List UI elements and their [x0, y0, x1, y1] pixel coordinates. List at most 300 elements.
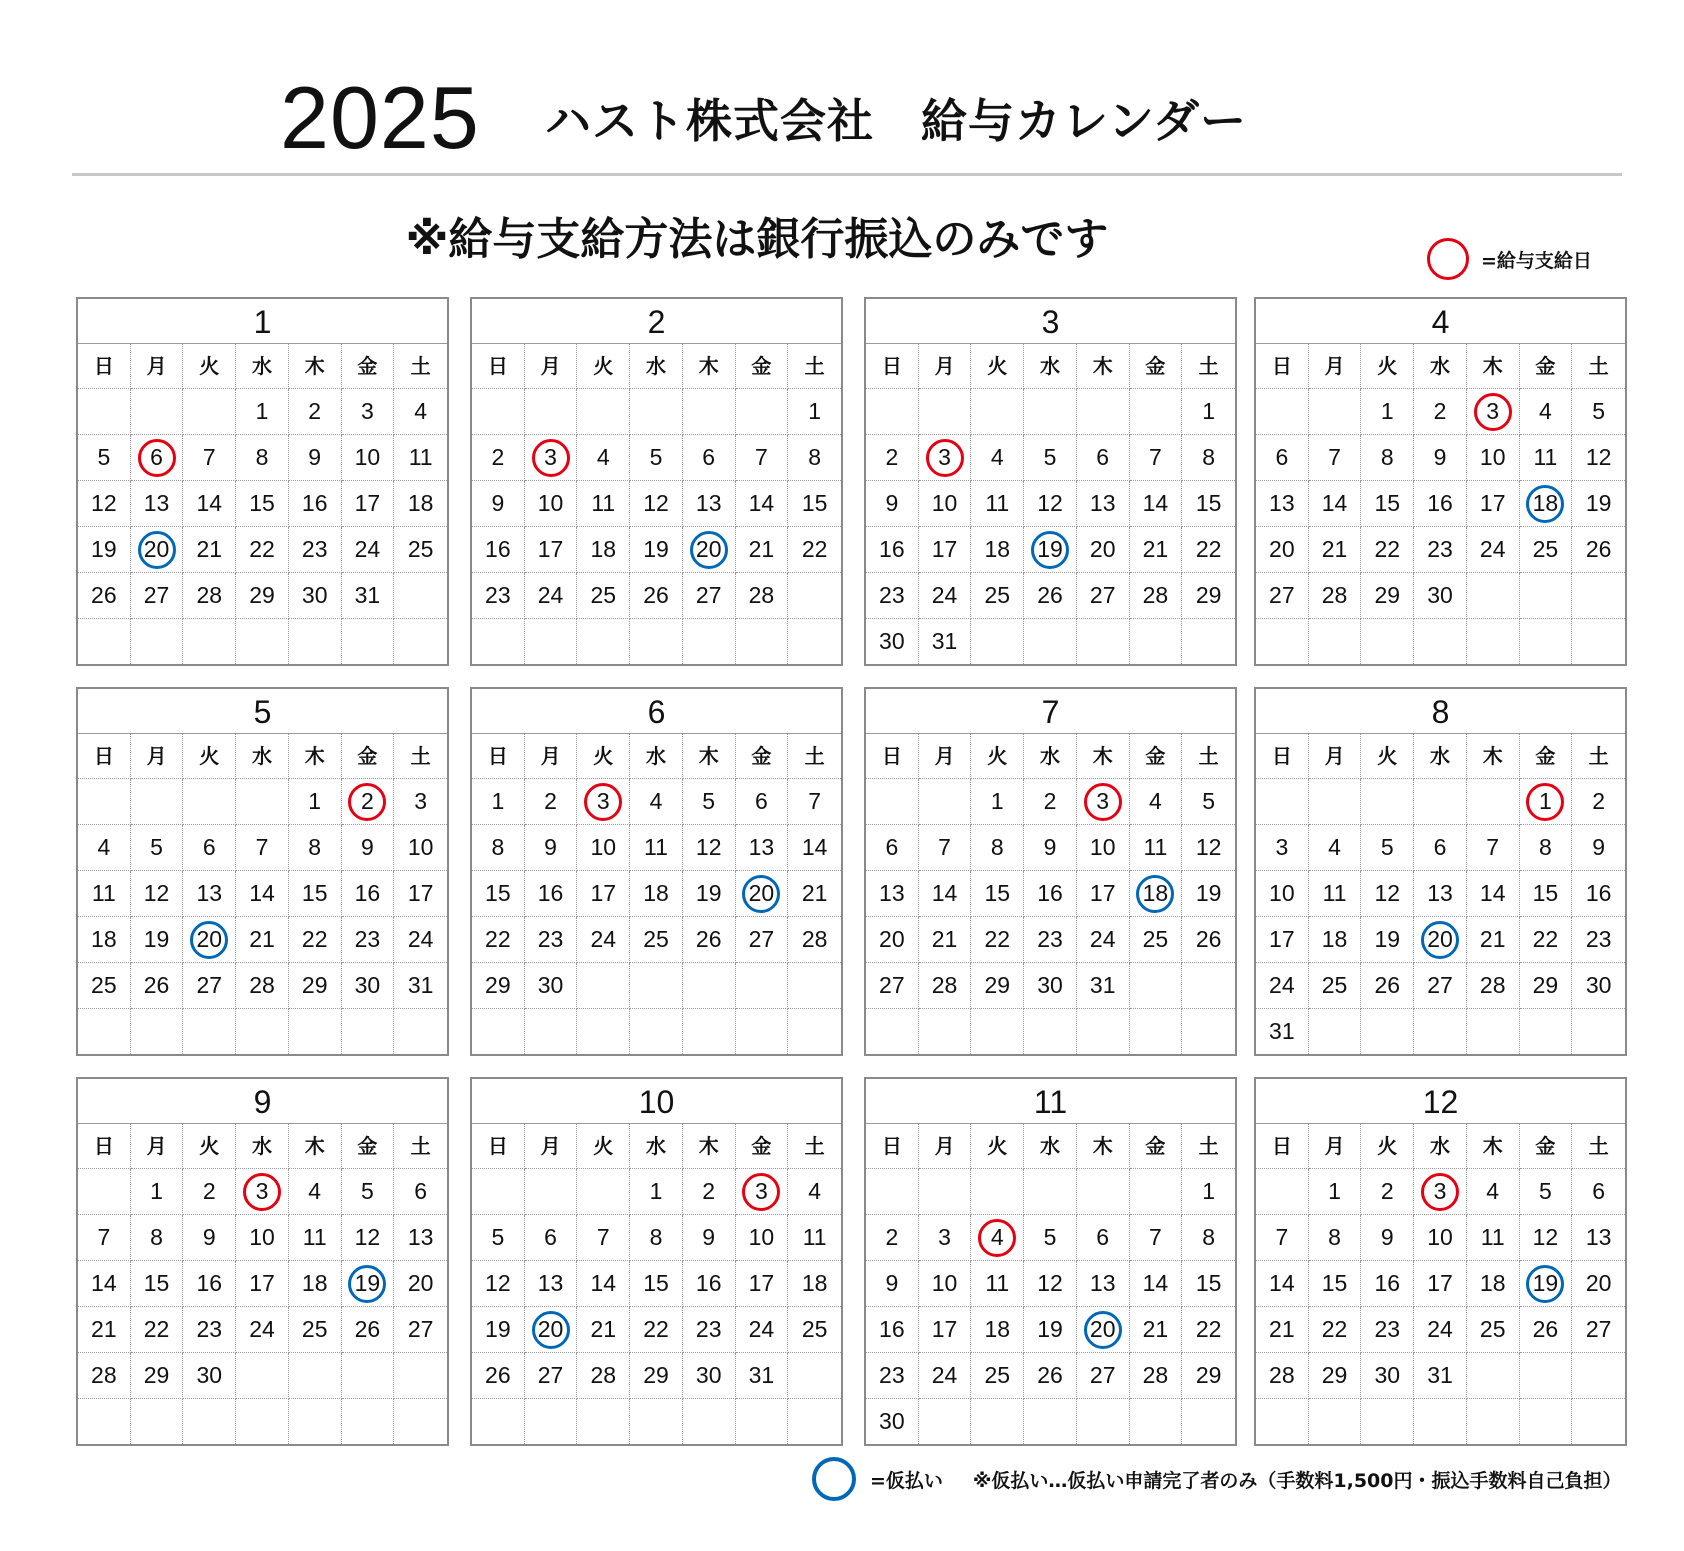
weekday-header: 火 — [971, 734, 1024, 779]
day-cell — [919, 1353, 972, 1399]
day-cell — [1256, 435, 1309, 481]
day-cell — [78, 573, 131, 619]
day-cell — [1520, 779, 1573, 825]
day-cell — [630, 1215, 683, 1261]
day-number: 16 — [1374, 1270, 1401, 1296]
empty-cell — [736, 389, 789, 435]
day-cell — [525, 1261, 578, 1307]
day-cell — [683, 1353, 736, 1399]
day-number: 28 — [91, 1362, 117, 1388]
day-cell — [131, 825, 184, 871]
day-number: 17 — [1089, 880, 1116, 906]
day-number: 5 — [1043, 444, 1057, 470]
empty-cell — [1467, 779, 1520, 825]
day-number: 13 — [1585, 1224, 1612, 1250]
day-number: 18 — [1479, 1270, 1506, 1296]
calendar-year: 2025 — [280, 68, 480, 167]
day-number: 14 — [801, 834, 828, 860]
day-cell — [1467, 917, 1520, 963]
day-cell — [394, 1307, 447, 1353]
day-cell — [577, 1261, 630, 1307]
day-number: 5 — [702, 788, 716, 814]
day-number: 23 — [1037, 926, 1063, 952]
empty-cell — [525, 1009, 578, 1054]
weekday-header: 金 — [1130, 734, 1183, 779]
day-cell — [1572, 389, 1625, 435]
day-cell — [788, 1307, 841, 1353]
day-number: 25 — [1479, 1316, 1506, 1342]
day-cell — [1361, 1307, 1414, 1353]
empty-cell — [78, 1399, 131, 1444]
empty-cell — [683, 1009, 736, 1054]
day-number: 8 — [150, 1224, 163, 1250]
day-cell — [1182, 1261, 1235, 1307]
day-cell — [577, 825, 630, 871]
day-cell — [630, 825, 683, 871]
day-cell — [1077, 1307, 1130, 1353]
empty-cell — [1130, 389, 1183, 435]
day-number: 11 — [91, 880, 116, 906]
day-cell — [289, 825, 342, 871]
day-cell — [971, 1353, 1024, 1399]
empty-cell — [1077, 1399, 1130, 1444]
day-cell — [1256, 481, 1309, 527]
weekday-header: 日 — [472, 734, 525, 779]
day-cell — [919, 963, 972, 1009]
day-cell — [78, 825, 131, 871]
day-number: 15 — [249, 490, 275, 516]
day-cell — [1130, 871, 1183, 917]
blue-circle-icon — [812, 1457, 856, 1501]
day-cell — [1467, 481, 1520, 527]
day-number: 19 — [1037, 536, 1063, 562]
month-grid — [472, 344, 841, 664]
day-number: 31 — [1269, 1018, 1295, 1044]
day-number: 17 — [931, 536, 958, 562]
empty-cell — [788, 1009, 841, 1054]
month-calendar — [470, 1077, 843, 1446]
day-cell — [1361, 1261, 1414, 1307]
day-cell — [1467, 1215, 1520, 1261]
calendar-title: ハスト株式会社 給与カレンダー — [545, 94, 1248, 148]
day-number: 12 — [354, 1224, 381, 1250]
day-number: 29 — [249, 582, 275, 608]
day-number: 16 — [301, 490, 328, 516]
day-number: 26 — [695, 926, 722, 952]
day-cell — [919, 871, 972, 917]
day-number: 27 — [1269, 582, 1295, 608]
day-number: 10 — [1269, 880, 1295, 906]
day-cell — [630, 1353, 683, 1399]
day-cell — [1467, 389, 1520, 435]
day-cell — [394, 435, 447, 481]
day-number: 22 — [249, 536, 275, 562]
day-number: 6 — [885, 834, 899, 860]
day-number: 8 — [990, 834, 1004, 860]
day-cell — [1572, 481, 1625, 527]
day-number: 24 — [748, 1316, 775, 1342]
empty-cell — [525, 389, 578, 435]
month-grid — [78, 734, 447, 1054]
day-number: 8 — [255, 444, 269, 470]
empty-cell — [472, 1009, 525, 1054]
day-number: 10 — [1479, 444, 1506, 470]
day-number: 11 — [1322, 880, 1347, 906]
weekday-header: 土 — [788, 734, 841, 779]
day-cell — [630, 481, 683, 527]
day-cell — [131, 871, 184, 917]
day-cell — [472, 573, 525, 619]
day-number: 15 — [1195, 1270, 1222, 1296]
day-cell — [1024, 871, 1077, 917]
day-cell — [342, 871, 395, 917]
day-number: 4 — [1149, 788, 1162, 814]
day-number: 14 — [931, 880, 958, 906]
day-cell — [1309, 825, 1362, 871]
payday-legend-label: =給与支給日 — [1481, 249, 1592, 272]
day-cell — [394, 527, 447, 573]
day-number: 15 — [1195, 490, 1222, 516]
day-number: 25 — [801, 1316, 828, 1342]
day-number: 2 — [1592, 788, 1606, 814]
day-cell — [1414, 389, 1467, 435]
day-cell — [736, 1169, 789, 1215]
day-cell — [1077, 779, 1130, 825]
day-number: 11 — [644, 834, 668, 860]
empty-cell — [788, 963, 841, 1009]
month-title: 5 — [78, 689, 447, 734]
day-number: 12 — [143, 880, 170, 906]
weekday-header: 水 — [630, 1124, 683, 1169]
day-cell — [342, 1261, 395, 1307]
day-cell — [472, 1353, 525, 1399]
empty-cell — [1572, 1009, 1625, 1054]
weekday-header: 土 — [394, 734, 447, 779]
day-cell — [971, 1215, 1024, 1261]
day-cell — [1077, 573, 1130, 619]
weekday-header: 水 — [1414, 1124, 1467, 1169]
day-cell — [683, 779, 736, 825]
day-cell — [1309, 1215, 1362, 1261]
day-cell — [1309, 1307, 1362, 1353]
day-cell — [971, 527, 1024, 573]
day-number: 19 — [91, 536, 117, 562]
month-title: 8 — [1256, 689, 1625, 734]
payday-legend — [1427, 238, 1592, 280]
day-number: 22 — [1532, 926, 1559, 952]
day-number: 27 — [196, 972, 223, 998]
empty-cell — [342, 1009, 395, 1054]
day-number: 5 — [1202, 788, 1216, 814]
weekday-header: 土 — [1572, 344, 1625, 389]
day-number: 9 — [308, 444, 322, 470]
day-cell — [1024, 963, 1077, 1009]
day-cell — [866, 1307, 919, 1353]
empty-cell — [183, 779, 236, 825]
day-cell — [736, 779, 789, 825]
day-number: 27 — [143, 582, 170, 608]
empty-cell — [1361, 1399, 1414, 1444]
day-cell — [1077, 435, 1130, 481]
day-cell — [1309, 527, 1362, 573]
day-cell — [866, 1399, 919, 1444]
day-number: 11 — [591, 490, 616, 516]
advance-legend-note: ※仮払い…仮払い申請完了者のみ（手数料1,500円・振込手数料自己負担） — [972, 1469, 1622, 1492]
weekday-header: 土 — [788, 344, 841, 389]
weekday-header: 日 — [78, 344, 131, 389]
day-number: 8 — [1328, 1224, 1341, 1250]
day-number: 15 — [485, 880, 511, 906]
day-number: 9 — [544, 834, 557, 860]
day-number: 6 — [544, 1224, 557, 1250]
day-cell — [866, 871, 919, 917]
day-number: 20 — [1089, 536, 1116, 562]
day-number: 28 — [801, 926, 828, 952]
day-number: 5 — [1380, 834, 1394, 860]
day-cell — [630, 527, 683, 573]
day-cell — [342, 825, 395, 871]
day-number: 9 — [1043, 834, 1057, 860]
empty-cell — [1414, 1009, 1467, 1054]
day-number: 29 — [1195, 1362, 1222, 1388]
day-cell — [1309, 1169, 1362, 1215]
day-number: 26 — [1037, 1362, 1063, 1388]
day-number: 3 — [755, 1178, 768, 1204]
day-number: 10 — [249, 1224, 275, 1250]
day-number: 4 — [990, 444, 1004, 470]
day-cell — [1182, 1353, 1235, 1399]
day-number: 18 — [407, 490, 434, 516]
empty-cell — [1182, 1399, 1235, 1444]
day-cell — [630, 435, 683, 481]
day-cell — [183, 963, 236, 1009]
day-cell — [394, 1215, 447, 1261]
weekday-header: 金 — [1520, 344, 1573, 389]
empty-cell — [1467, 619, 1520, 664]
day-cell — [788, 1169, 841, 1215]
day-cell — [394, 1261, 447, 1307]
empty-cell — [919, 1169, 972, 1215]
day-number: 23 — [1374, 1316, 1401, 1342]
day-number: 6 — [414, 1178, 428, 1204]
day-cell — [736, 481, 789, 527]
day-number: 11 — [985, 1270, 1010, 1296]
day-cell — [342, 1169, 395, 1215]
empty-cell — [683, 963, 736, 1009]
month-calendar — [470, 687, 843, 1056]
weekday-header: 水 — [630, 734, 683, 779]
day-cell — [183, 825, 236, 871]
day-number: 28 — [249, 972, 275, 998]
day-number: 7 — [1328, 444, 1341, 470]
day-number: 2 — [885, 444, 899, 470]
day-cell — [1077, 1261, 1130, 1307]
day-number: 30 — [1374, 1362, 1401, 1388]
empty-cell — [183, 1399, 236, 1444]
empty-cell — [1520, 1399, 1573, 1444]
day-number: 9 — [702, 1224, 716, 1250]
day-cell — [131, 1261, 184, 1307]
day-number: 14 — [748, 490, 775, 516]
day-cell — [289, 963, 342, 1009]
day-cell — [1467, 435, 1520, 481]
empty-cell — [131, 389, 184, 435]
day-cell — [1182, 389, 1235, 435]
day-cell — [1182, 1307, 1235, 1353]
day-cell — [472, 779, 525, 825]
day-cell — [236, 435, 289, 481]
day-cell — [342, 963, 395, 1009]
day-number: 29 — [643, 1362, 669, 1388]
empty-cell — [1130, 1399, 1183, 1444]
day-cell — [577, 527, 630, 573]
day-cell — [577, 1307, 630, 1353]
header — [0, 0, 1684, 170]
day-cell — [472, 1215, 525, 1261]
weekday-header: 木 — [1467, 1124, 1520, 1169]
day-number: 24 — [931, 582, 958, 608]
day-cell — [1256, 1009, 1309, 1054]
day-cell — [289, 779, 342, 825]
day-cell — [342, 527, 395, 573]
empty-cell — [78, 1169, 131, 1215]
day-number: 10 — [407, 834, 434, 860]
empty-cell — [1130, 963, 1183, 1009]
day-number: 30 — [1427, 582, 1453, 608]
day-cell — [236, 871, 289, 917]
weekday-header: 水 — [236, 344, 289, 389]
day-number: 26 — [1532, 1316, 1559, 1342]
weekday-header: 金 — [736, 734, 789, 779]
day-number: 25 — [301, 1316, 328, 1342]
day-number: 13 — [879, 880, 905, 906]
empty-cell — [1572, 1353, 1625, 1399]
day-number: 15 — [1321, 1270, 1348, 1296]
day-cell — [1467, 527, 1520, 573]
day-cell — [736, 825, 789, 871]
day-number: 13 — [407, 1224, 434, 1250]
day-number: 18 — [984, 1316, 1011, 1342]
weekday-header: 水 — [236, 734, 289, 779]
day-cell — [1572, 527, 1625, 573]
empty-cell — [1467, 1399, 1520, 1444]
weekday-header: 土 — [1572, 1124, 1625, 1169]
empty-cell — [577, 1399, 630, 1444]
day-cell — [1309, 963, 1362, 1009]
day-number: 3 — [361, 398, 374, 424]
day-cell — [1467, 963, 1520, 1009]
day-number: 12 — [485, 1270, 511, 1296]
empty-cell — [971, 1169, 1024, 1215]
day-cell — [788, 1215, 841, 1261]
day-number: 13 — [1089, 490, 1116, 516]
day-number: 7 — [1149, 1224, 1162, 1250]
day-cell — [736, 871, 789, 917]
day-cell — [289, 435, 342, 481]
day-number: 10 — [354, 444, 381, 470]
weekday-header: 金 — [342, 734, 395, 779]
day-cell — [1572, 1169, 1625, 1215]
day-number: 24 — [1269, 972, 1295, 998]
day-number: 1 — [1539, 788, 1552, 814]
day-cell — [1572, 1307, 1625, 1353]
day-number: 7 — [1486, 834, 1500, 860]
empty-cell — [736, 1399, 789, 1444]
empty-cell — [1256, 389, 1309, 435]
empty-cell — [1572, 619, 1625, 664]
day-number: 12 — [1037, 490, 1063, 516]
day-number: 11 — [985, 490, 1010, 516]
day-cell — [183, 1261, 236, 1307]
day-number: 1 — [1380, 398, 1394, 424]
day-number: 26 — [354, 1316, 381, 1342]
weekday-header: 木 — [683, 1124, 736, 1169]
day-cell — [394, 481, 447, 527]
day-cell — [131, 1353, 184, 1399]
empty-cell — [78, 619, 131, 664]
day-number: 2 — [1433, 398, 1447, 424]
day-number: 3 — [1096, 788, 1110, 814]
day-number: 2 — [1380, 1178, 1394, 1204]
empty-cell — [525, 1399, 578, 1444]
day-number: 7 — [808, 788, 822, 814]
month-calendar — [76, 1077, 449, 1446]
day-cell — [1182, 825, 1235, 871]
day-cell — [1309, 1261, 1362, 1307]
empty-cell — [183, 389, 236, 435]
day-cell — [289, 527, 342, 573]
month-grid — [1256, 344, 1625, 664]
weekday-header: 水 — [1414, 344, 1467, 389]
day-number: 15 — [801, 490, 828, 516]
empty-cell — [131, 1009, 184, 1054]
weekday-header: 金 — [1130, 344, 1183, 389]
empty-cell — [472, 389, 525, 435]
weekday-header: 日 — [1256, 344, 1309, 389]
weekday-header: 火 — [577, 734, 630, 779]
day-number: 29 — [1321, 1362, 1348, 1388]
day-number: 9 — [1433, 444, 1447, 470]
empty-cell — [1309, 619, 1362, 664]
weekday-header: 土 — [394, 1124, 447, 1169]
day-cell — [78, 435, 131, 481]
weekday-header: 日 — [866, 344, 919, 389]
day-cell — [1024, 481, 1077, 527]
day-cell — [394, 871, 447, 917]
day-cell — [183, 435, 236, 481]
day-cell — [866, 825, 919, 871]
empty-cell — [1130, 1009, 1183, 1054]
empty-cell — [1077, 1009, 1130, 1054]
day-cell — [971, 963, 1024, 1009]
weekday-header: 金 — [1130, 1124, 1183, 1169]
day-number: 20 — [748, 880, 775, 906]
day-number: 31 — [354, 582, 381, 608]
day-number: 16 — [695, 1270, 722, 1296]
weekday-header: 木 — [683, 734, 736, 779]
day-cell — [236, 527, 289, 573]
weekday-header: 月 — [525, 1124, 578, 1169]
day-number: 1 — [255, 398, 269, 424]
month-title: 10 — [472, 1079, 841, 1124]
day-number: 19 — [1195, 880, 1222, 906]
day-cell — [683, 917, 736, 963]
day-number: 26 — [1585, 536, 1612, 562]
day-cell — [866, 963, 919, 1009]
day-number: 2 — [544, 788, 557, 814]
weekday-header: 日 — [472, 1124, 525, 1169]
day-number: 27 — [1585, 1316, 1612, 1342]
